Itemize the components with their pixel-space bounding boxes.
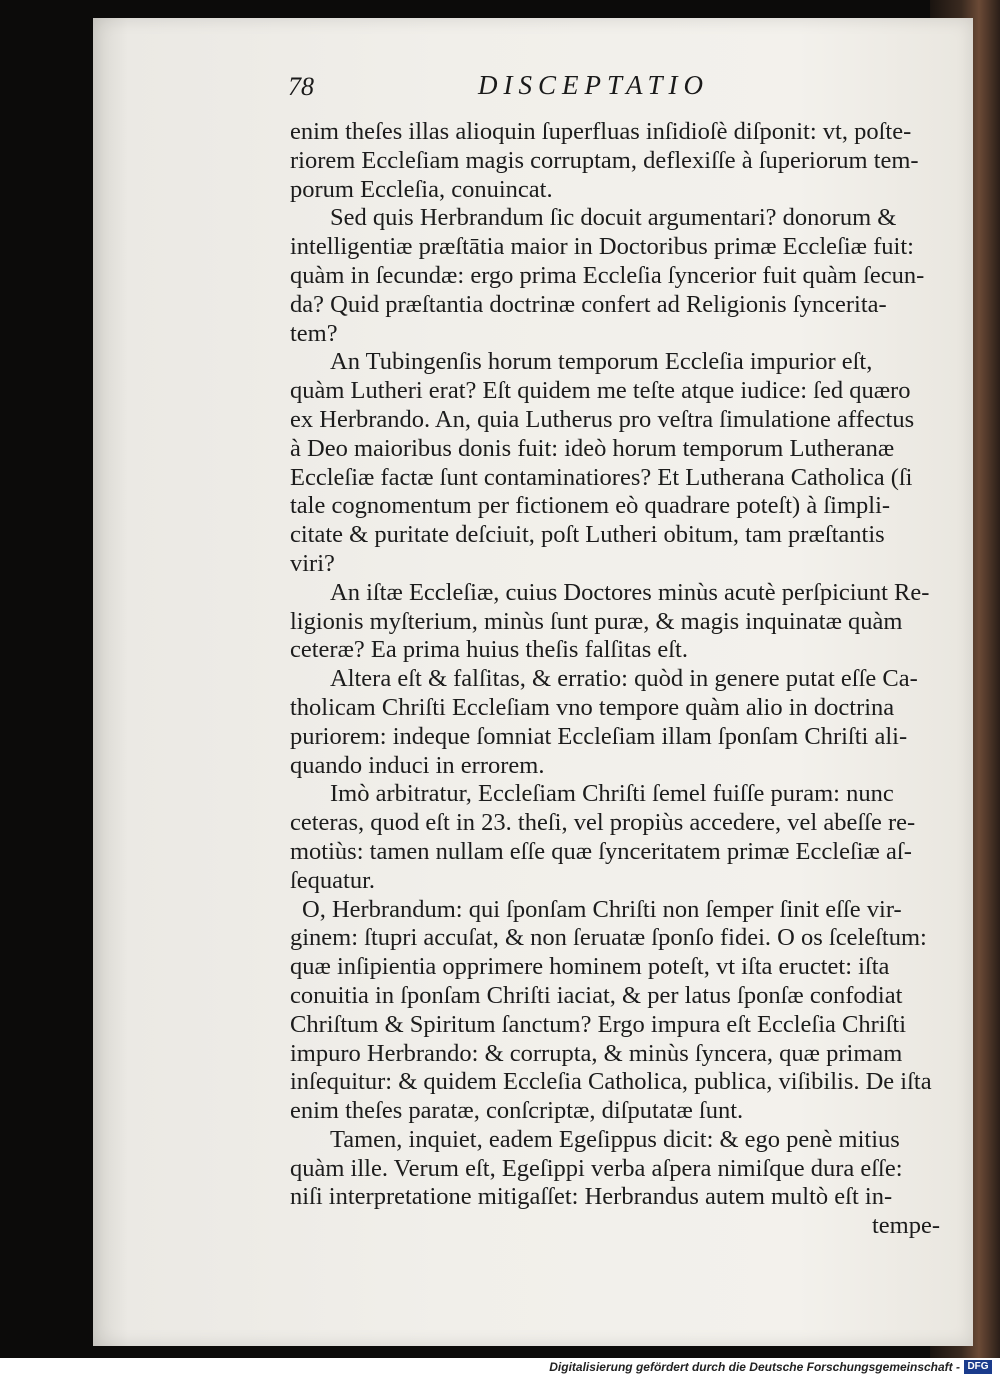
text-line: motiùs: tamen nullam eſſe quæ ſynceritatem primæ Eccleſiæ aſ- — [290, 837, 912, 865]
text-line: impuro Herbrando: & corrupta, & minùs ſyncera, quæ primam — [290, 1039, 903, 1067]
text-line: inſequitur: & quidem Eccleſia Catholica, publica, viſibilis. De iſta — [290, 1068, 932, 1096]
text-line: tale cognomentum per fictionem eò quadrare poteſt) à ſimpli- — [290, 492, 891, 520]
running-head — [288, 70, 748, 110]
text-line: Imò arbitratur, Eccleſiam Chriſti ſemel fuiſſe puram: nunc — [330, 780, 894, 808]
text-line: puriorem: indeque ſomniat Eccleſiam illam ſponſam Chriſti ali- — [290, 722, 908, 750]
text-line: quæ inſipientia opprimere hominem poteſt, vt iſta eructet: iſta — [290, 953, 890, 981]
text-body — [290, 118, 980, 1241]
text-line: quàm in ſecundæ: ergo prima Eccleſia ſyncerior fuit quàm ſecun- — [290, 261, 925, 289]
text-line: ligionis myſterium, minùs ſunt puræ, & magis inquinatæ quàm — [290, 607, 903, 635]
text-line: enim theſes paratæ, conſcriptæ, diſputatæ ſunt. — [290, 1097, 744, 1125]
text-line: riorem Eccleſiam magis corruptam, deflexiſſe à ſuperiorum tem- — [290, 146, 919, 174]
text-line: quàm ille. Verum eſt, Egeſippi verba aſpera nimiſque dura eſſe: — [290, 1154, 903, 1182]
digitization-footer — [0, 1358, 1000, 1378]
catchword: tempe- — [871, 1212, 940, 1240]
text-line: ginem: ſtupri accuſat, & non ſeruatæ ſponſo fidei. O os ſceleſtum: — [290, 924, 927, 952]
text-line: Sed quis Herbrandum ſic docuit argumentari? donorum & — [330, 204, 897, 232]
text-line: An iſtæ Eccleſiæ, cuius Doctores minùs acutè perſpiciunt Re- — [330, 578, 930, 606]
text-line: porum Eccleſia, conuincat. — [290, 175, 553, 203]
text-line: viri? — [290, 549, 335, 577]
text-line: An Tubingenſis horum temporum Eccleſia impurior eſt, — [330, 348, 873, 376]
text-line: niſi interpretatione mitigaſſet: Herbrandus autem multò eſt in- — [290, 1183, 893, 1211]
text-line: à Deo maioribus donis fuit: ideò horum temporum Lutheranæ — [290, 434, 895, 462]
text-line: tholicam Chriſti Eccleſiam vno tempore quàm alio in doctrina — [290, 693, 895, 721]
page-number: 78 — [288, 72, 314, 101]
running-title: DISCEPTATIO — [478, 70, 709, 100]
text-line: tem? — [290, 319, 338, 347]
text-line: ex Herbrando. An, quia Lutherus pro veſtra ſimulatione affectus — [290, 405, 915, 433]
text-line: quando induci in errorem. — [290, 751, 545, 779]
text-line: da? Quid præſtantia doctrinæ confert ad Religionis ſyncerita- — [290, 290, 887, 318]
text-line: ſequatur. — [290, 866, 376, 894]
text-line: Chriſtum & Spiritum ſanctum? Ergo impura eſt Eccleſia Chriſti — [290, 1010, 907, 1038]
text-line: citate & puritate deſciuit, poſt Lutheri obitum, tam præſtantis — [290, 521, 885, 549]
text-line: ceteras, quod eſt in 23. theſi, vel propiùs accedere, vel abeſſe re- — [290, 809, 916, 837]
footer-credit: Digitalisierung gefördert durch die Deutsche Forschungsgemeinschaft - — [549, 1360, 960, 1374]
text-line: O, Herbrandum: qui ſponſam Chriſti non ſemper ſinit eſſe vir- — [302, 895, 902, 923]
text-line: conuitia in ſponſam Chriſti iaciat, & per latus ſponſæ confodiat — [290, 981, 903, 1009]
dfg-logo-icon: DFG — [964, 1360, 992, 1374]
text-line: Altera eſt & falſitas, & erratio: quòd in genere putat eſſe Ca- — [330, 665, 918, 693]
text-line: enim theſes illas alioquin ſuperfluas inſidioſè diſponit: vt, poſte- — [290, 118, 912, 145]
text-line: Tamen, inquiet, eadem Egeſippus dicit: & ego penè mitius — [330, 1125, 900, 1153]
text-line: quàm Lutheri erat? Eſt quidem me teſte atque iudice: ſed quæro — [290, 377, 911, 405]
text-line: ceteræ? Ea prima huius theſis falſitas eſt. — [290, 636, 688, 664]
text-line: intelligentiæ præſtātia maior in Doctoribus primæ Eccleſiæ fuit: — [290, 233, 914, 261]
text-line: Eccleſiæ factæ ſunt contaminatiores? Et Lutherana Catholica (ſi — [290, 463, 913, 491]
